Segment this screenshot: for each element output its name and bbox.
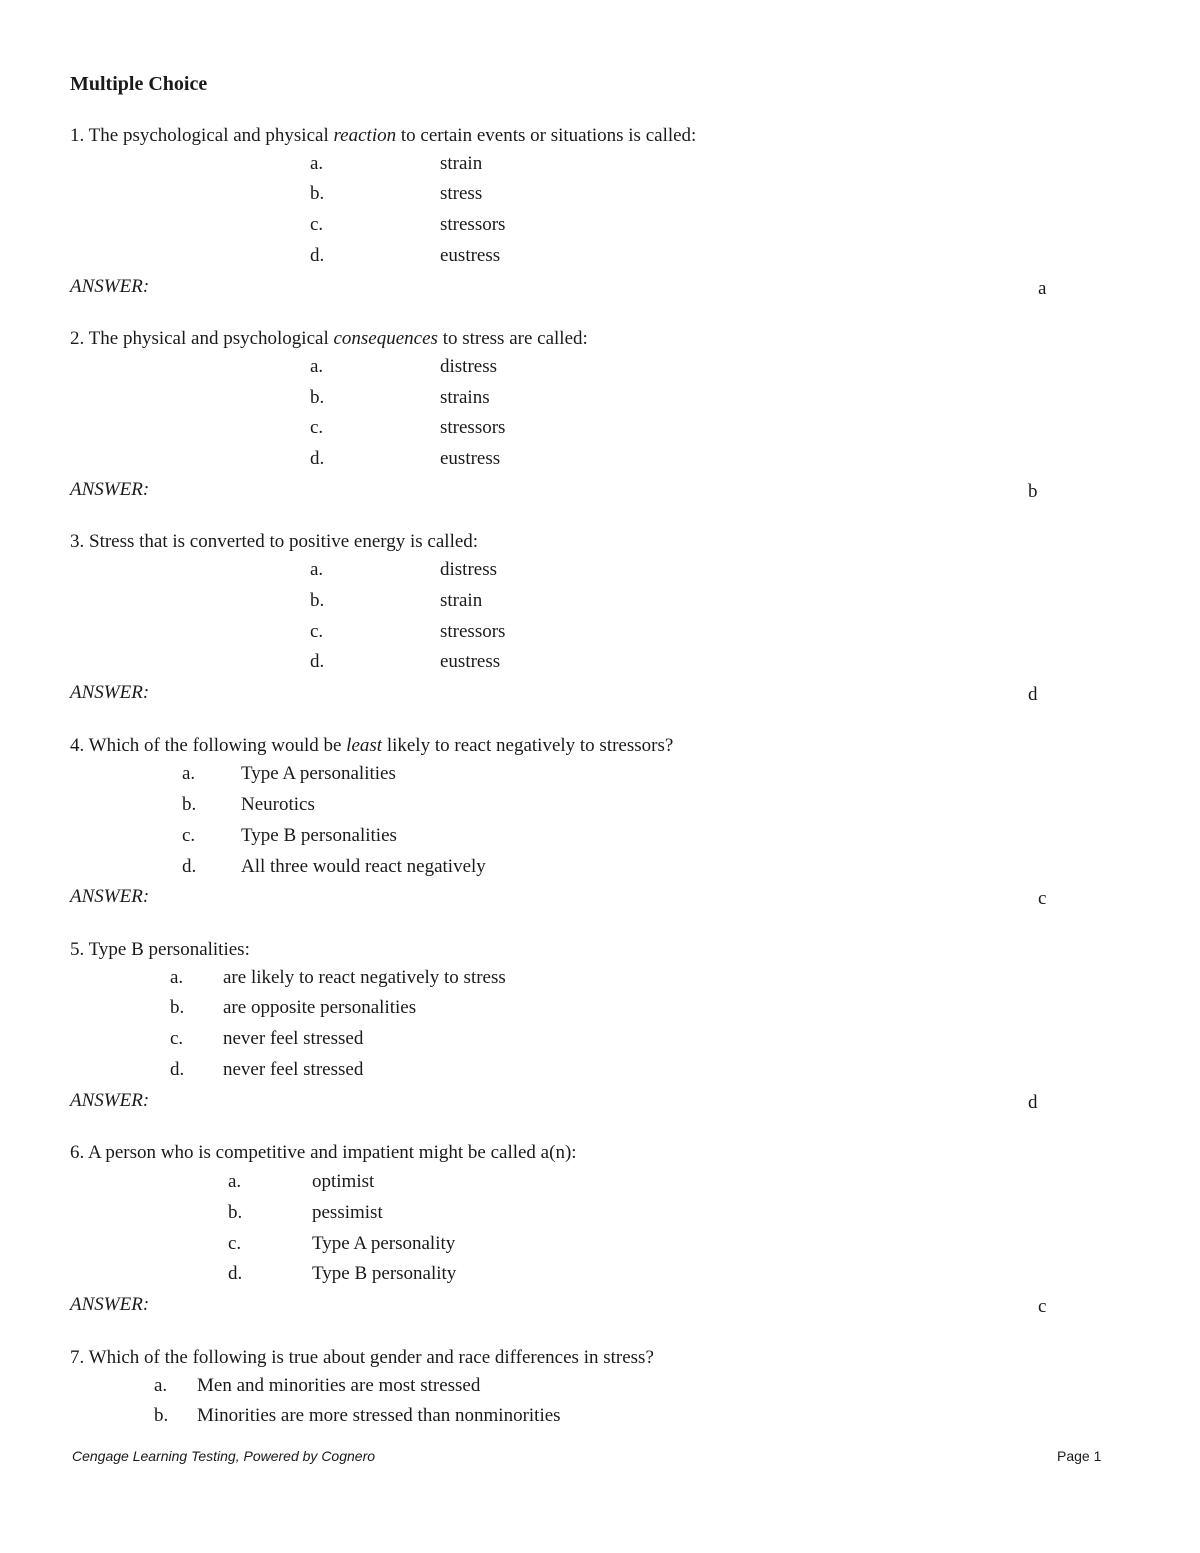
option-letter: b. (154, 1405, 169, 1426)
question-2-text: 2. The physical and psychological consequences to stress are called: (70, 328, 588, 349)
option-text: eustress (440, 245, 501, 266)
option-letter: a. (170, 967, 184, 988)
option-text: stressors (440, 214, 506, 235)
option-text: All three would react negatively (241, 856, 486, 877)
option-text: stressors (440, 417, 506, 438)
answer-label: ANSWER: (70, 886, 150, 907)
option-letter: a. (310, 356, 324, 377)
page-number: Page 1 (1057, 1448, 1102, 1464)
option-text: never feel stressed (223, 1059, 364, 1080)
option-letter: c. (310, 621, 324, 642)
option-letter: c. (310, 214, 324, 235)
option-text: stress (440, 183, 483, 204)
option-text: Type B personality (312, 1263, 457, 1284)
footer-publisher: Cengage Learning Testing, Powered by Cognero (72, 1448, 376, 1464)
option-letter: b. (310, 590, 325, 611)
option-text: Type A personality (312, 1233, 456, 1254)
option-letter: c. (182, 825, 196, 846)
option-text: are opposite personalities (223, 997, 417, 1018)
option-letter: a. (154, 1375, 168, 1396)
answer-label: ANSWER: (70, 276, 150, 297)
option-letter: d. (228, 1263, 243, 1284)
question-1-text: 1. The psychological and physical reaction to certain events or situations is called: (70, 125, 697, 146)
question-4-text: 4. Which of the following would be least likely to react negatively to stressors? (70, 735, 674, 756)
section-heading: Multiple Choice (70, 73, 208, 95)
option-text: distress (440, 356, 497, 377)
answer-label: ANSWER: (70, 682, 150, 703)
option-text: strain (440, 153, 483, 174)
option-text: eustress (440, 651, 501, 672)
answer-value: d (1028, 684, 1038, 705)
option-letter: a. (228, 1171, 242, 1192)
answer-label: ANSWER: (70, 1294, 150, 1315)
option-letter: b. (182, 794, 197, 815)
option-letter: b. (170, 997, 185, 1018)
option-text: Type A personalities (241, 763, 396, 784)
option-letter: b. (310, 183, 325, 204)
option-text: strain (440, 590, 483, 611)
option-text: Men and minorities are most stressed (197, 1375, 481, 1396)
option-letter: d. (182, 856, 197, 877)
option-letter: c. (310, 417, 324, 438)
option-letter: b. (228, 1202, 243, 1223)
option-letter: d. (170, 1059, 185, 1080)
option-text: optimist (312, 1171, 375, 1192)
answer-value: c (1038, 1296, 1047, 1317)
question-3-text: 3. Stress that is converted to positive energy is called: (70, 531, 479, 552)
option-letter: d. (310, 448, 325, 469)
option-text: distress (440, 559, 497, 580)
answer-value: c (1038, 888, 1047, 909)
question-5-text: 5. Type B personalities: (70, 939, 250, 960)
question-6-text: 6. A person who is competitive and impatient might be called a(n): (70, 1142, 577, 1163)
option-text: are likely to react negatively to stress (223, 967, 506, 988)
question-7-text: 7. Which of the following is true about gender and race differences in stress? (70, 1347, 654, 1368)
option-letter: b. (310, 387, 325, 408)
option-text: Minorities are more stressed than nonminorities (197, 1405, 561, 1426)
option-letter: a. (310, 153, 324, 174)
option-letter: a. (310, 559, 324, 580)
option-letter: a. (182, 763, 196, 784)
option-text: strains (440, 387, 490, 408)
answer-label: ANSWER: (70, 1090, 150, 1111)
answer-value: a (1038, 278, 1047, 299)
option-letter: c. (228, 1233, 242, 1254)
option-letter: c. (170, 1028, 184, 1049)
option-text: never feel stressed (223, 1028, 364, 1049)
answer-value: d (1028, 1092, 1038, 1113)
option-letter: d. (310, 651, 325, 672)
option-text: Type B personalities (241, 825, 397, 846)
answer-value: b (1028, 481, 1038, 502)
option-text: pessimist (312, 1202, 383, 1223)
option-letter: d. (310, 245, 325, 266)
answer-label: ANSWER: (70, 479, 150, 500)
option-text: stressors (440, 621, 506, 642)
option-text: Neurotics (241, 794, 315, 815)
option-text: eustress (440, 448, 501, 469)
